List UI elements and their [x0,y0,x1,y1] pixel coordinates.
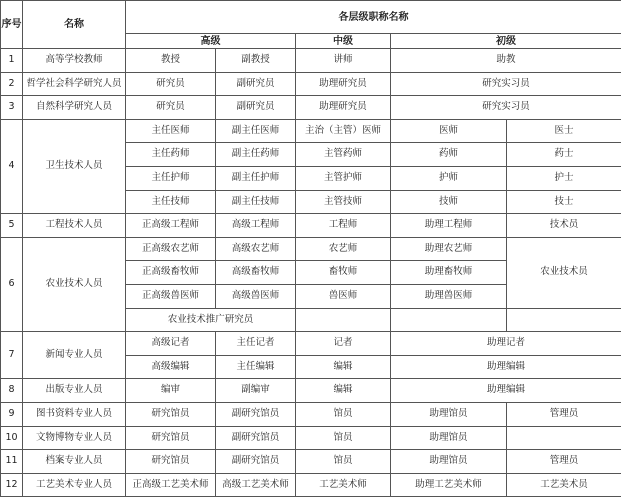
middle-title: 编辑 [296,379,391,403]
row-number: 10 [1,426,23,450]
header-group: 各层级职称名称 [126,1,621,34]
junior-title: 研究实习员 [391,96,621,120]
middle-title: 农艺师 [296,237,391,261]
middle-title: 馆员 [296,426,391,450]
row-number: 4 [1,119,23,213]
junior-title: 助理农艺师 [391,237,507,261]
assistant-title: 技术员 [507,214,621,238]
senior-title: 主任技师 [126,190,216,214]
row-number: 5 [1,214,23,238]
header-seq: 序号 [1,1,23,49]
middle-title: 记者 [296,332,391,356]
middle-title: 主治（主管）医师 [296,119,391,143]
table-row [1,214,621,238]
middle-title: 馆员 [296,402,391,426]
table-row [1,96,621,120]
senior-title: 编审 [126,379,216,403]
junior-title: 助理馆员 [391,402,507,426]
junior-title: 助教 [391,49,621,73]
category-name: 档案专业人员 [23,450,126,474]
junior-title: 助理编辑 [391,355,621,379]
table-row [1,450,621,474]
header-middle: 中级 [296,34,391,49]
assistant-title: 农业技术员 [507,237,621,308]
row-number: 1 [1,49,23,73]
category-name: 出版专业人员 [23,379,126,403]
middle-title: 兽医师 [296,284,391,308]
row-number: 9 [1,402,23,426]
junior-title: 药师 [391,143,507,167]
middle-title: 馆员 [296,450,391,474]
assistant-title: 护士 [507,166,621,190]
header-senior: 高级 [126,34,296,49]
middle-title: 工程师 [296,214,391,238]
row-number: 2 [1,72,23,96]
associate-senior-title: 副研究馆员 [216,426,296,450]
middle-title: 主管药师 [296,143,391,167]
table-row [1,49,621,73]
table-row [1,379,621,403]
senior-title: 高级编辑 [126,355,216,379]
associate-senior-title: 高级畜牧师 [216,261,296,285]
junior-title: 护师 [391,166,507,190]
category-name: 文物博物专业人员 [23,426,126,450]
junior-title: 技师 [391,190,507,214]
associate-senior-title: 高级兽医师 [216,284,296,308]
assistant-title: 药士 [507,143,621,167]
senior-title: 主任医师 [126,119,216,143]
junior-title: 助理编辑 [391,379,621,403]
junior-title: 助理工艺美术师 [391,473,507,497]
table-row [1,119,621,143]
junior-title: 助理记者 [391,332,621,356]
senior-title: 高级记者 [126,332,216,356]
table-row [1,402,621,426]
row-number: 3 [1,96,23,120]
senior-title: 正高级工程师 [126,214,216,238]
category-name: 卫生技术人员 [23,119,126,213]
category-name: 高等学校教师 [23,49,126,73]
junior-title: 助理兽医师 [391,284,507,308]
middle-title: 畜牧师 [296,261,391,285]
middle-title: 主管护师 [296,166,391,190]
senior-title: 研究馆员 [126,450,216,474]
junior-title: 医师 [391,119,507,143]
table-row [1,426,621,450]
senior-title: 农业技术推广研究员 [126,308,296,332]
associate-senior-title: 高级工程师 [216,214,296,238]
table-row [1,473,621,497]
assistant-title [507,308,621,332]
associate-senior-title: 高级农艺师 [216,237,296,261]
senior-title: 主任护师 [126,166,216,190]
junior-title: 助理工程师 [391,214,507,238]
middle-title: 编辑 [296,355,391,379]
associate-senior-title: 副研究员 [216,96,296,120]
associate-senior-title: 主任编辑 [216,355,296,379]
associate-senior-title: 副主任护师 [216,166,296,190]
associate-senior-title: 副主任技师 [216,190,296,214]
senior-title: 研究员 [126,72,216,96]
associate-senior-title: 副主任医师 [216,119,296,143]
assistant-title: 管理员 [507,402,621,426]
category-name: 工程技术人员 [23,214,126,238]
row-number: 12 [1,473,23,497]
assistant-title [507,426,621,450]
senior-title: 主任药师 [126,143,216,167]
senior-title: 正高级畜牧师 [126,261,216,285]
junior-title: 助理畜牧师 [391,261,507,285]
category-name: 哲学社会科学研究人员 [23,72,126,96]
senior-title: 研究馆员 [126,426,216,450]
senior-title: 研究员 [126,96,216,120]
row-number: 7 [1,332,23,379]
assistant-title: 医士 [507,119,621,143]
middle-title: 讲师 [296,49,391,73]
associate-senior-title: 副研究馆员 [216,450,296,474]
row-number: 6 [1,237,23,331]
row-number: 11 [1,450,23,474]
assistant-title: 技士 [507,190,621,214]
middle-title: 助理研究员 [296,96,391,120]
category-name: 农业技术人员 [23,237,126,331]
row-number: 8 [1,379,23,403]
senior-title: 正高级农艺师 [126,237,216,261]
table-row [1,332,621,356]
table-row [1,72,621,96]
header-name: 名称 [23,1,126,49]
table-row [1,237,621,261]
associate-senior-title: 高级工艺美术师 [216,473,296,497]
category-name: 工艺美术专业人员 [23,473,126,497]
associate-senior-title: 副编审 [216,379,296,403]
associate-senior-title: 副教授 [216,49,296,73]
associate-senior-title: 副研究员 [216,72,296,96]
junior-title: 助理馆员 [391,450,507,474]
associate-senior-title: 副主任药师 [216,143,296,167]
middle-title: 主管技师 [296,190,391,214]
senior-title: 正高级兽医师 [126,284,216,308]
middle-title [296,308,391,332]
category-name: 图书资料专业人员 [23,402,126,426]
associate-senior-title: 主任记者 [216,332,296,356]
header-junior: 初级 [391,34,621,49]
assistant-title: 管理员 [507,450,621,474]
middle-title: 助理研究员 [296,72,391,96]
senior-title: 教授 [126,49,216,73]
junior-title: 助理馆员 [391,426,507,450]
category-name: 自然科学研究人员 [23,96,126,120]
middle-title: 工艺美术师 [296,473,391,497]
junior-title: 研究实习员 [391,72,621,96]
senior-title: 研究馆员 [126,402,216,426]
junior-title [391,308,507,332]
category-name: 新闻专业人员 [23,332,126,379]
senior-title: 正高级工艺美术师 [126,473,216,497]
associate-senior-title: 副研究馆员 [216,402,296,426]
assistant-title: 工艺美术员 [507,473,621,497]
